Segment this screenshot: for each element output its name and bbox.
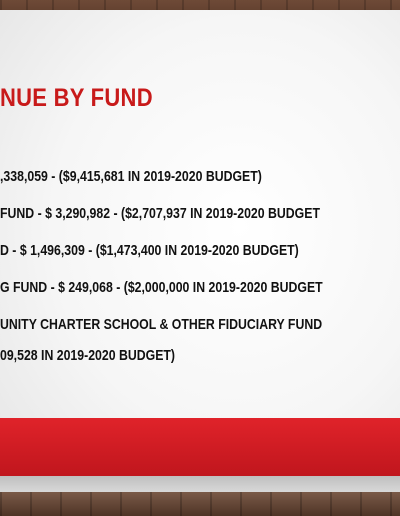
brick-wall-background-bottom bbox=[0, 492, 400, 516]
slide-title: NUE BY FUND bbox=[0, 84, 153, 112]
fund-line-general: ,338,059 - ($9,415,681 IN 2019-2020 BUDGET) bbox=[0, 168, 262, 185]
fund-line-2: FUND - $ 3,290,982 - ($2,707,937 IN 2019-2020 BUDGET bbox=[0, 205, 320, 222]
fund-line-5: UNITY CHARTER SCHOOL & OTHER FIDUCIARY FUND bbox=[0, 316, 323, 333]
fund-line-5-continued: 09,528 IN 2019-2020 BUDGET) bbox=[0, 347, 176, 364]
fund-line-3: D - $ 1,496,309 - ($1,473,400 IN 2019-2020 BUDGET) bbox=[0, 242, 299, 259]
fund-line-4: G FUND - $ 249,068 - ($2,000,000 IN 2019-2020 BUDGET bbox=[0, 279, 323, 296]
red-footer-band bbox=[0, 418, 400, 476]
footer-shade bbox=[0, 476, 400, 492]
